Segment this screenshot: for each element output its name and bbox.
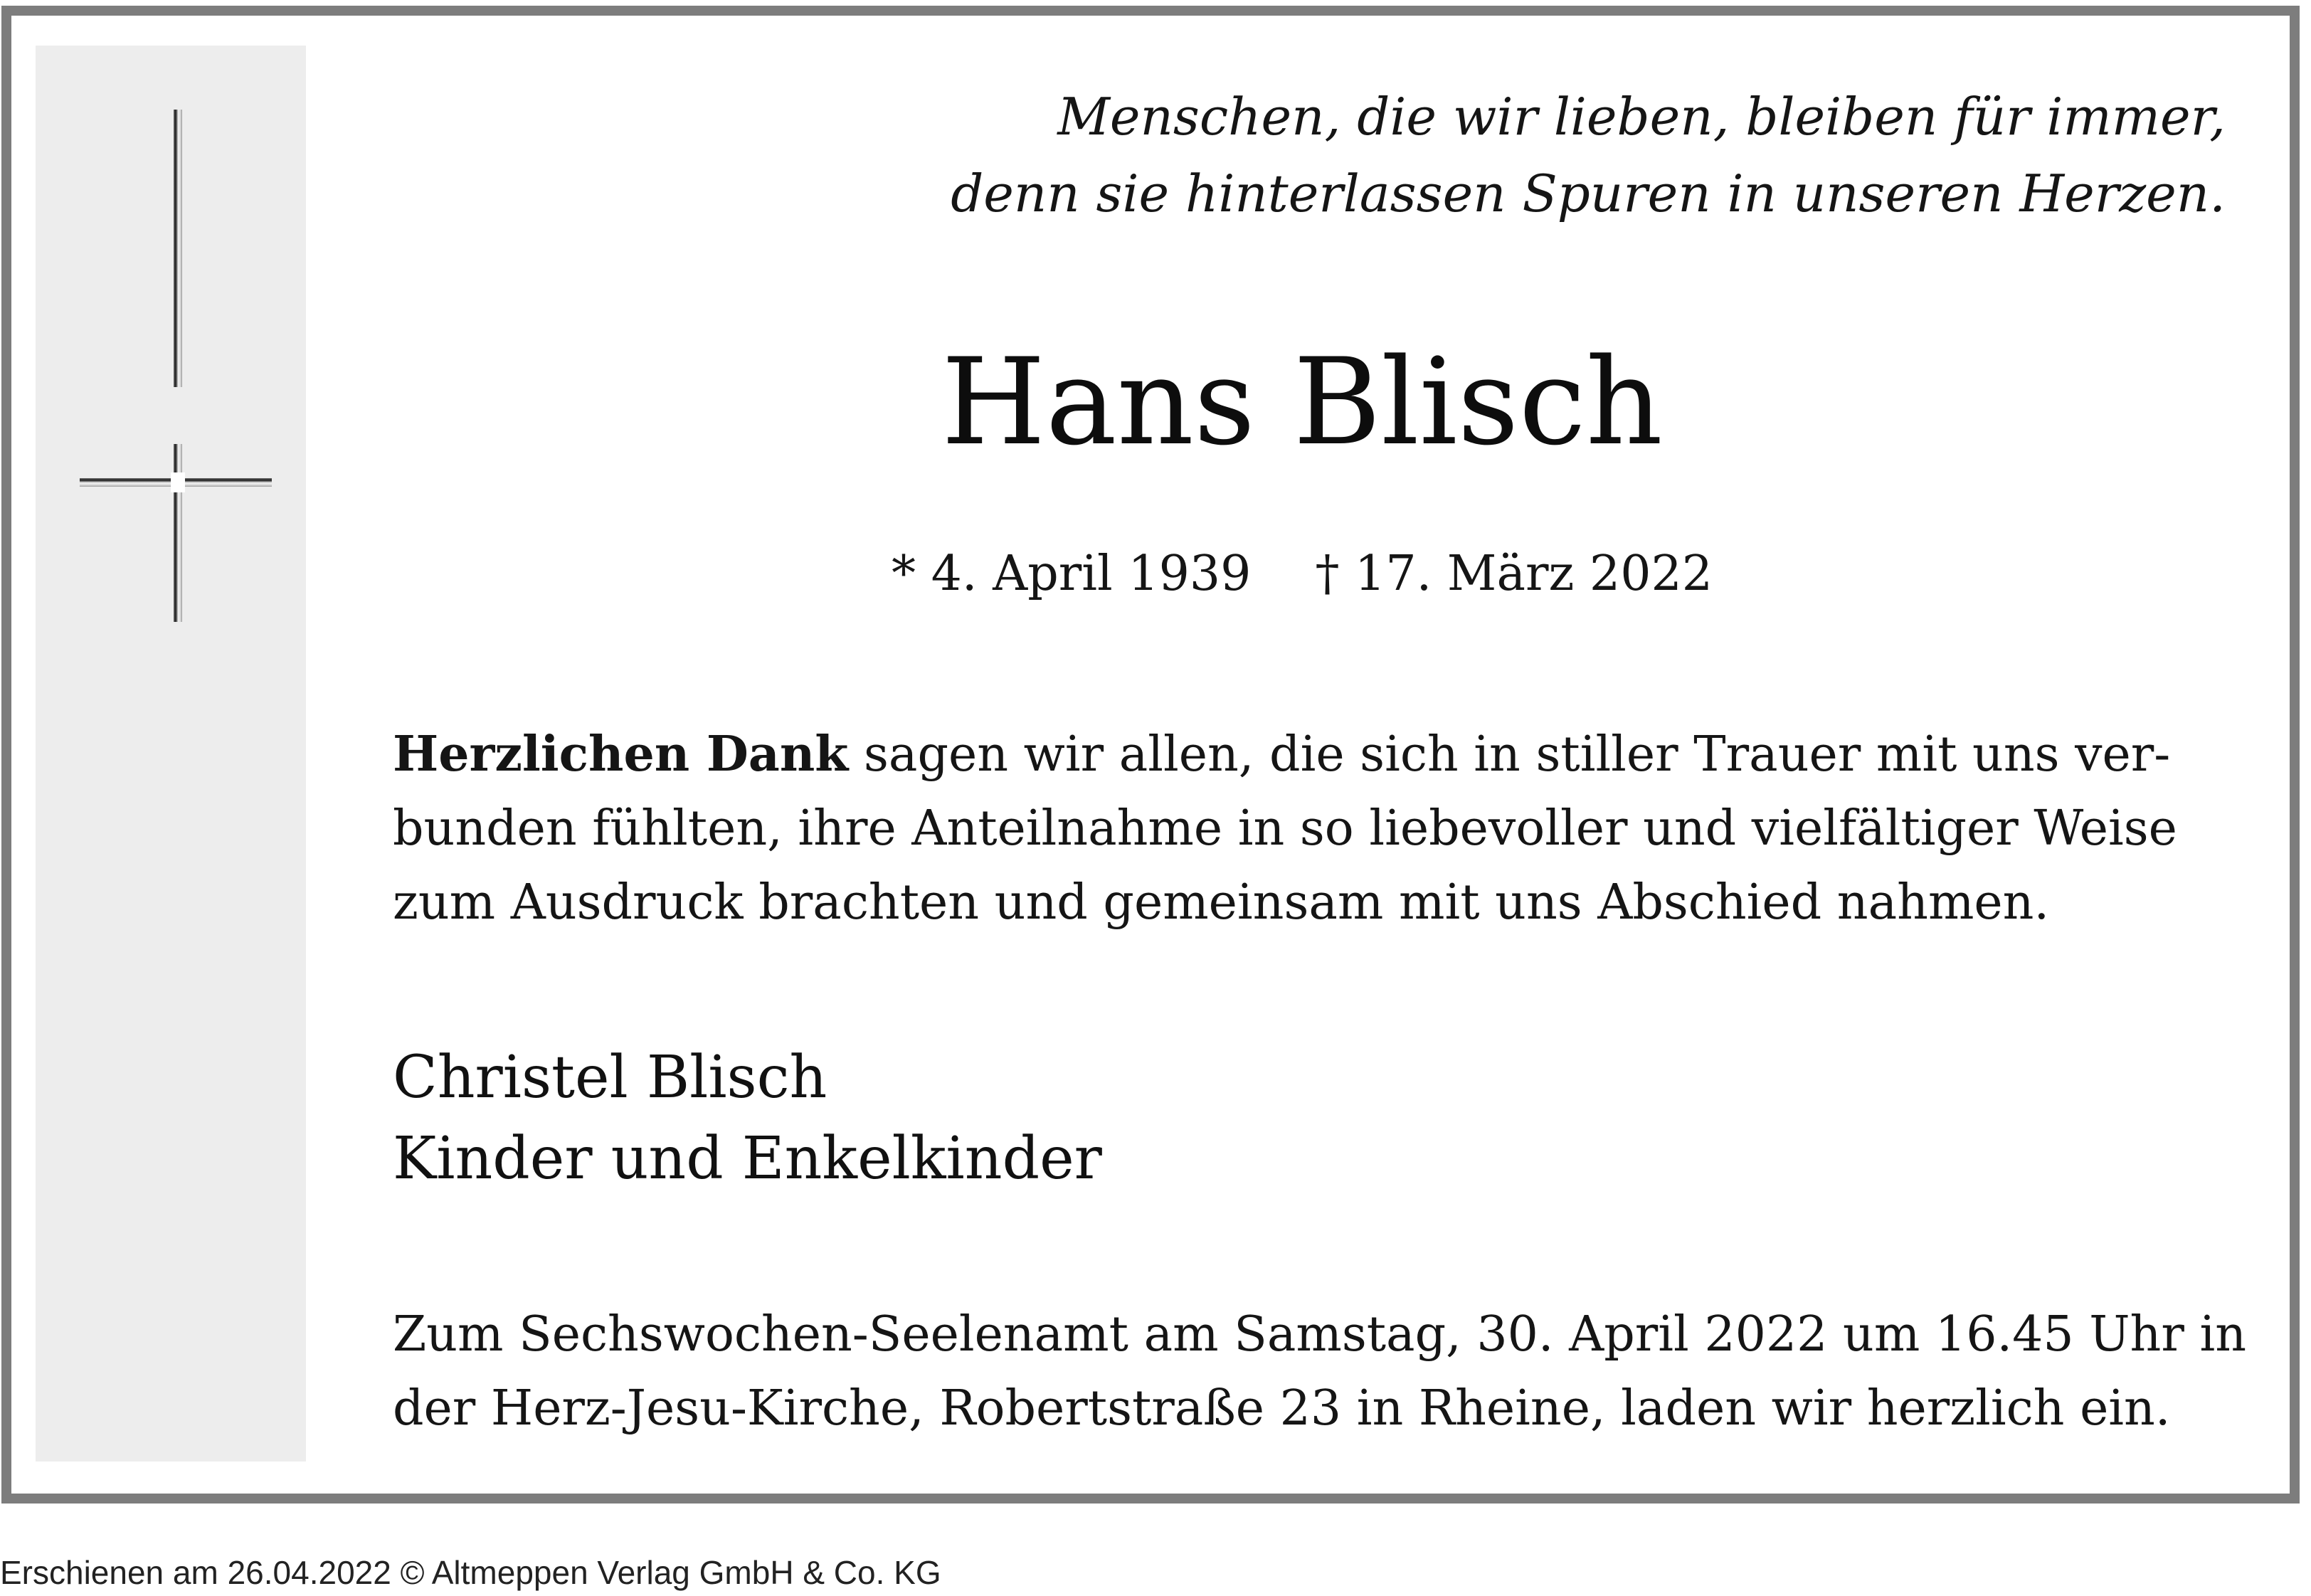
notice-line-2: der Herz-Jesu-Kirche, Robertstraße 23 in Rheine, laden wir herzlich ein. <box>393 1380 2171 1437</box>
motto-quote <box>874 78 2226 232</box>
life-dates <box>783 542 1821 606</box>
death-date: † 17. März 2022 <box>1315 546 1713 602</box>
publication-footer: Erschienen am 26.04.2022 © Altmeppen Verlag GmbH & Co. KG <box>0 1554 941 1591</box>
cross-icon <box>73 102 286 629</box>
deceased-name: Hans Blisch <box>941 332 1663 472</box>
thanks-line-1-rest: sagen wir allen, die sich in stiller Trauer mit uns ver- <box>848 726 2171 783</box>
motto-line-1: Menschen, die wir lieben, bleiben für immer, <box>1057 87 2226 147</box>
notice-line-1: Zum Sechswochen-Seelenamt am Samstag, 30. April 2022 um 16.45 Uhr in <box>393 1306 2246 1363</box>
motto-line-2: denn sie hinterlassen Spuren in unseren Herzen. <box>951 164 2226 223</box>
birth-date: * 4. April 1939 <box>892 546 1252 602</box>
thanks-bold-lead: Herzlichen Dank <box>393 726 849 783</box>
thanks-line-1 <box>393 717 2214 792</box>
signature-line-1: Christel Blisch <box>393 1044 827 1111</box>
signature-line-2: Kinder und Enkelkinder <box>393 1125 1102 1193</box>
thanks-line-3: zum Ausdruck brachten und gemeinsam mit uns Abschied nahmen. <box>393 874 2050 931</box>
mourners-signature <box>393 1037 1102 1200</box>
thanks-paragraph <box>393 717 2214 940</box>
thanks-line-2: bunden fühlten, ihre Anteilnahme in so liebevoller und vielfältiger Weise <box>393 800 2177 857</box>
service-notice <box>393 1298 2246 1446</box>
sidebar-panel <box>36 46 306 1462</box>
